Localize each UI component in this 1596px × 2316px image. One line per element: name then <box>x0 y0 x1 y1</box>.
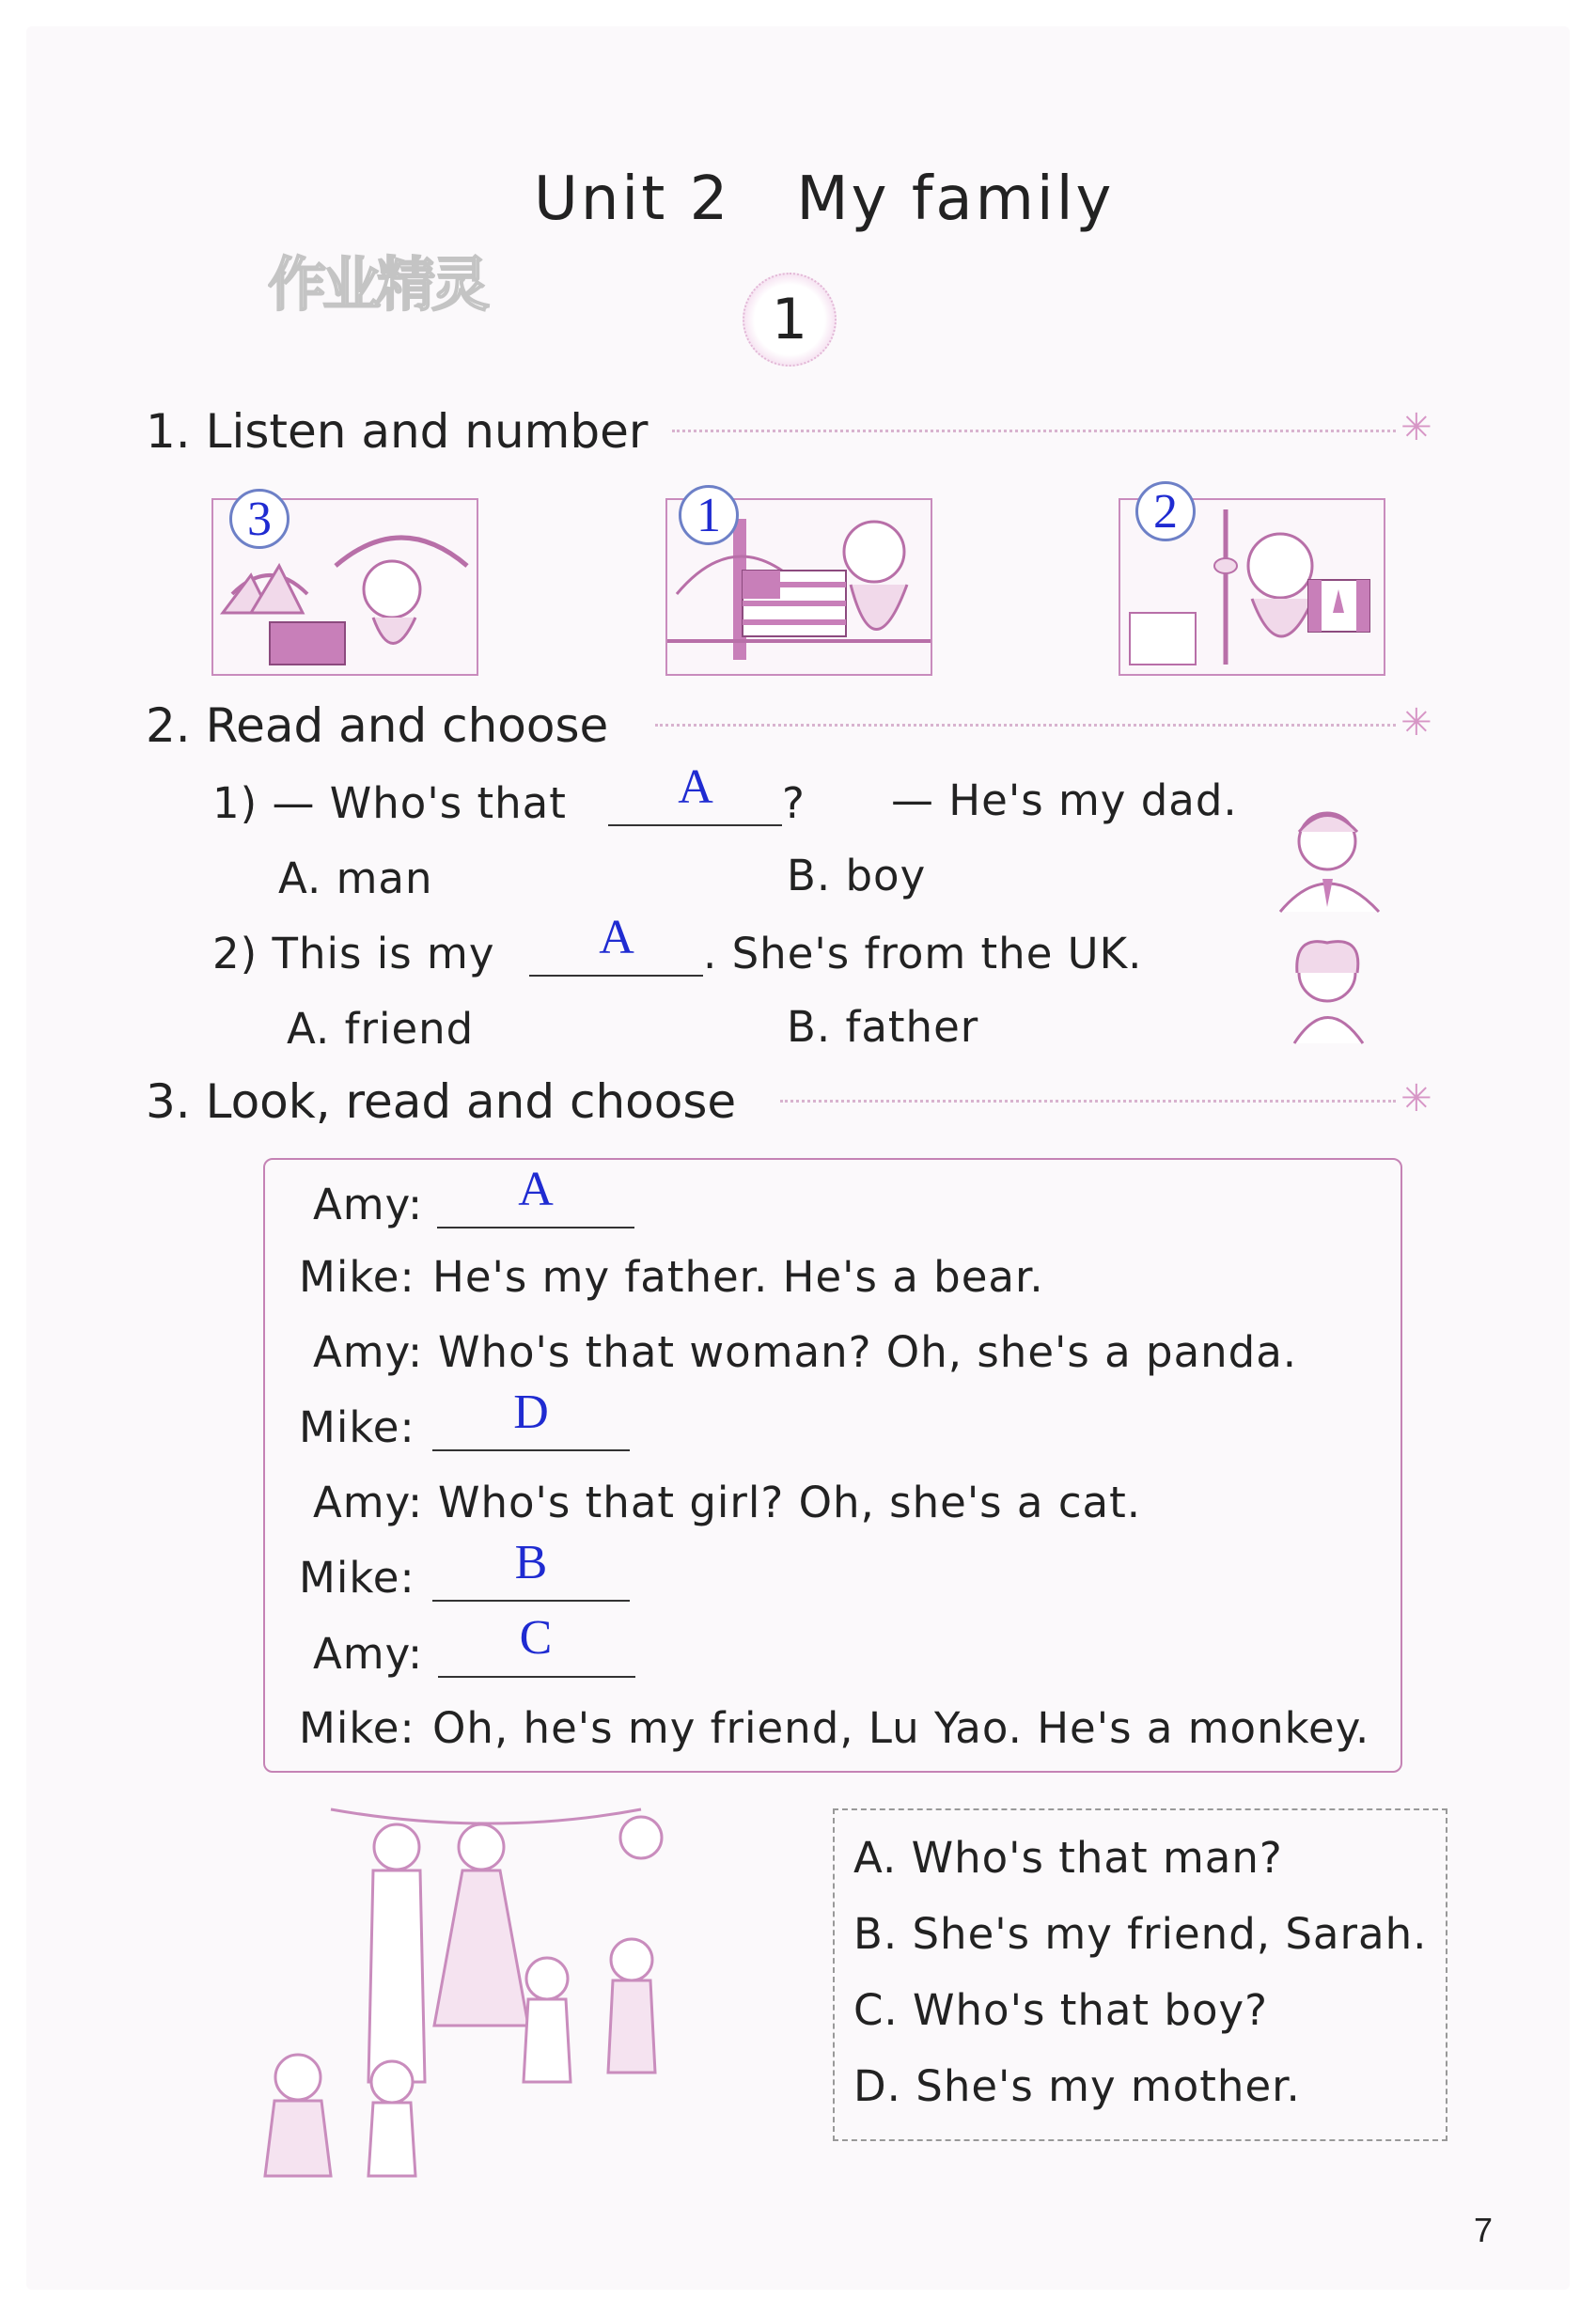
handwritten-answer: A <box>518 1163 554 1216</box>
question2-option-a: A. friend <box>287 1004 475 1054</box>
dialogue-speaker: Amy: <box>313 1478 424 1527</box>
dialogue-line: Who's that woman? Oh, she's a panda. <box>438 1327 1298 1377</box>
question2-option-b: B. father <box>787 1002 979 1052</box>
page-title: Unit 2 My family <box>534 164 1115 234</box>
section1-heading: 1. Listen and number <box>146 404 649 459</box>
page-number: 7 <box>1474 2211 1494 2249</box>
section3-divider <box>780 1100 1396 1103</box>
answer-circle: 3 <box>229 489 289 549</box>
answer-blank <box>529 973 703 977</box>
handwritten-answer: A <box>678 760 713 814</box>
answer-blank <box>432 1448 630 1451</box>
question1-reply: — He's my dad. <box>891 775 1238 825</box>
dialogue-speaker: Mike: <box>299 1402 415 1452</box>
dialogue-speaker: Mike: <box>299 1553 415 1603</box>
answer-blank <box>437 1225 634 1228</box>
option-d: D. She's my mother. <box>853 2061 1301 2111</box>
question1-option-a: A. man <box>278 853 433 903</box>
dialogue-speaker: Amy: <box>313 1180 424 1229</box>
girl-portrait-icon <box>1280 935 1374 1052</box>
question1-prefix: 1) — Who's that <box>212 778 567 828</box>
question2-suffix: . She's from the UK. <box>703 929 1143 978</box>
option-c: C. Who's that boy? <box>853 1985 1268 2035</box>
sparkle-icon: ✳ <box>1400 1077 1432 1120</box>
dialogue-speaker: Amy: <box>313 1327 424 1377</box>
dialogue-box <box>263 1158 1402 1773</box>
lesson-number: 1 <box>771 287 808 352</box>
party-illustration <box>246 1800 688 2185</box>
sparkle-icon: ✳ <box>1400 701 1432 744</box>
handwritten-answer: A <box>599 911 634 964</box>
question1-option-b: B. boy <box>787 851 927 900</box>
option-a: A. Who's that man? <box>853 1833 1283 1883</box>
watermark <box>268 246 512 336</box>
question1-mark: ? <box>782 778 806 828</box>
handwritten-answer: C <box>519 1611 553 1665</box>
answer-circle: 1 <box>679 485 739 545</box>
dad-portrait-icon <box>1271 799 1388 920</box>
dialogue-line: Oh, he's my friend, Lu Yao. He's a monkey. <box>432 1703 1370 1753</box>
answer-circle: 2 <box>1135 481 1196 541</box>
option-b: B. She's my friend, Sarah. <box>853 1909 1428 1959</box>
dialogue-speaker: Amy: <box>313 1629 424 1679</box>
handwritten-answer: D <box>513 1385 549 1439</box>
section2-divider <box>655 724 1396 727</box>
sparkle-icon: ✳ <box>1400 406 1432 449</box>
svg-text:作业精灵: 作业精灵 <box>268 250 487 319</box>
section2-heading: 2. Read and choose <box>146 698 609 753</box>
question2-prefix: 2) This is my <box>212 929 495 978</box>
answer-blank <box>438 1674 635 1678</box>
answer-blank <box>608 822 782 826</box>
dialogue-line: He's my father. He's a bear. <box>432 1252 1044 1302</box>
handwritten-answer: B <box>514 1536 548 1589</box>
answer-blank <box>432 1598 630 1602</box>
dialogue-line: Who's that girl? Oh, she's a cat. <box>438 1478 1142 1527</box>
lesson-badge <box>743 273 837 367</box>
section3-heading: 3. Look, read and choose <box>146 1074 737 1129</box>
section1-divider <box>672 430 1396 432</box>
dialogue-speaker: Mike: <box>299 1703 415 1753</box>
dialogue-speaker: Mike: <box>299 1252 415 1302</box>
